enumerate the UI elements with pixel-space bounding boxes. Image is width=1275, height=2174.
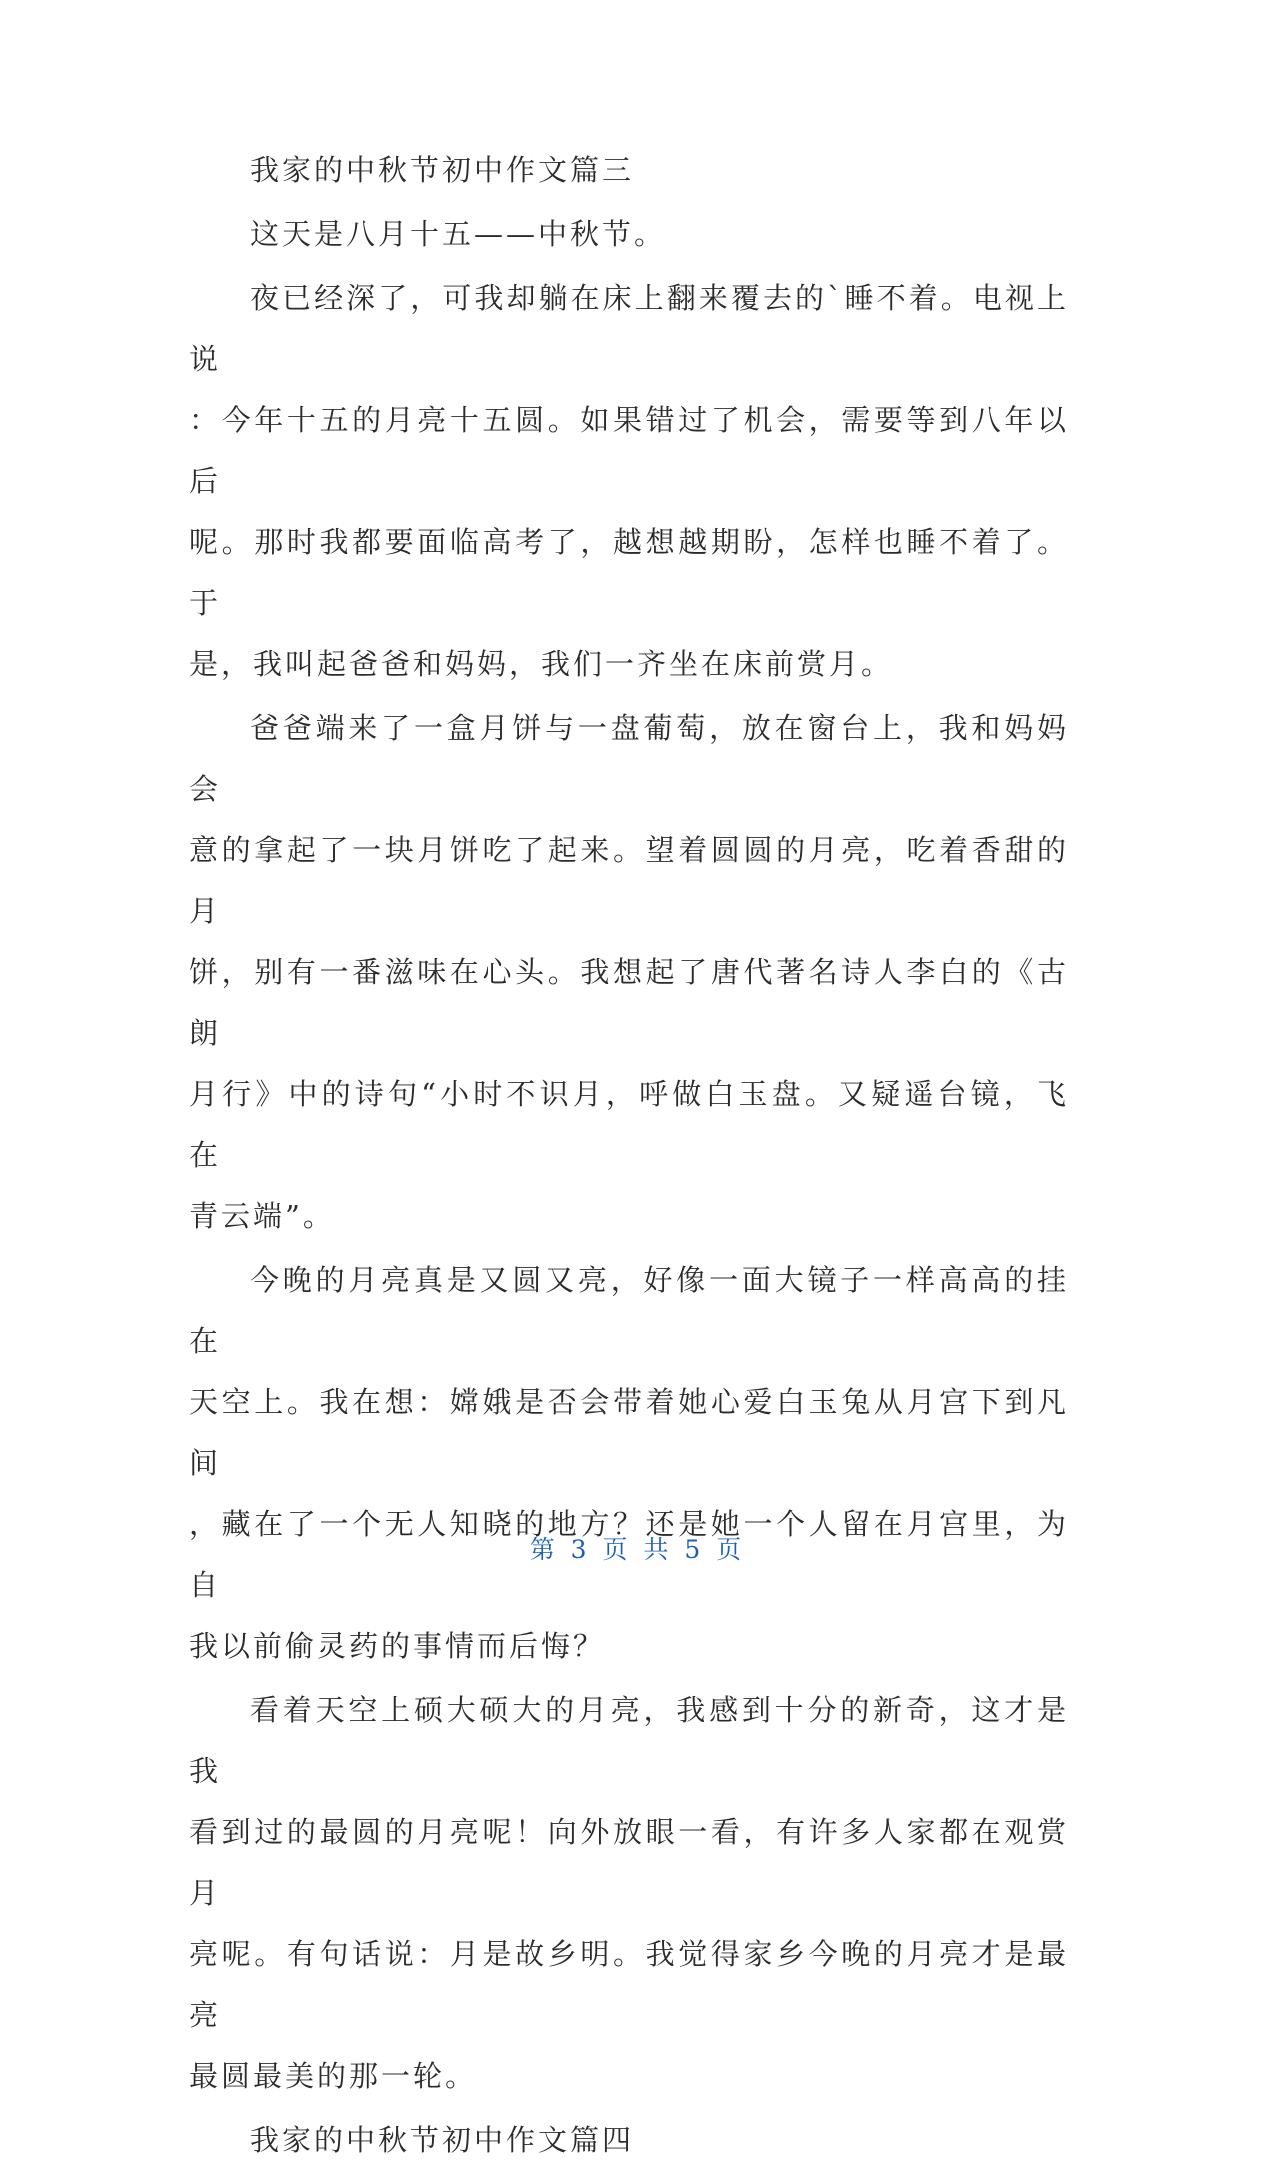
- paragraph-line: ，藏在了一个无人知晓的地方？还是她一个人留在月宫里，为自: [189, 1507, 1069, 1602]
- section-heading-3: 我家的中秋节初中作文篇三: [250, 153, 635, 187]
- paragraph-line: 夜已经深了，可我却躺在床上翻来覆去的`睡不着。电视上说: [189, 281, 1069, 376]
- paragraph-4: [189, 1250, 1069, 1677]
- paragraph-line: 今晚的月亮真是又圆又亮，好像一面大镜子一样高高的挂在: [189, 1263, 1069, 1358]
- paragraph-line: 天空上。我在想：嫦娥是否会带着她心爱白玉兔从月宫下到凡间: [189, 1385, 1069, 1480]
- paragraph-line: 看着天空上硕大硕大的月亮，我感到十分的新奇，这才是我: [189, 1693, 1069, 1788]
- paragraph-line: 呢。那时我都要面临高考了，越想越期盼，怎样也睡不着了。于: [189, 525, 1069, 620]
- paragraph-1: [189, 204, 1069, 265]
- paragraph-line: 饼，别有一番滋味在心头。我想起了唐代著名诗人李白的《古朗: [189, 955, 1069, 1050]
- paragraph-line: 最圆最美的那一轮。: [189, 2059, 478, 2093]
- document-body: [189, 140, 1069, 2174]
- page-number-label: 第 3 页 共 5 页: [529, 1535, 746, 1564]
- paragraph-line: 月行》中的诗句“小时不识月，呼做白玉盘。又疑遥台镜，飞在: [189, 1077, 1069, 1172]
- paragraph-line: 亮呢。有句话说：月是故乡明。我觉得家乡今晚的月亮才是最亮: [189, 1937, 1069, 2032]
- paragraph-line: 我以前偷灵药的事情而后悔？: [189, 1629, 606, 1663]
- paragraph-line: 这天是八月十五——中秋节。: [250, 217, 667, 251]
- paragraph-line: 意的拿起了一块月饼吃了起来。望着圆圆的月亮，吃着香甜的月: [189, 833, 1069, 928]
- paragraph-line: 是，我叫起爸爸和妈妈，我们一齐坐在床前赏月。: [189, 647, 894, 681]
- paragraph-3: [189, 698, 1069, 1247]
- paragraph-line: 看到过的最圆的月亮呢！向外放眼一看，有许多人家都在观赏月: [189, 1815, 1069, 1910]
- paragraph-line: ：今年十五的月亮十五圆。如果错过了机会，需要等到八年以后: [189, 403, 1069, 498]
- paragraph-5: [189, 1680, 1069, 2107]
- page-number-footer: [0, 1530, 1275, 1566]
- paragraph-line: 青云端”。: [189, 1199, 335, 1233]
- section-heading-4: 我家的中秋节初中作文篇四: [250, 2123, 635, 2157]
- paragraph-line: 爸爸端来了一盒月饼与一盘葡萄，放在窗台上，我和妈妈会: [189, 711, 1069, 806]
- paragraph-2: [189, 268, 1069, 695]
